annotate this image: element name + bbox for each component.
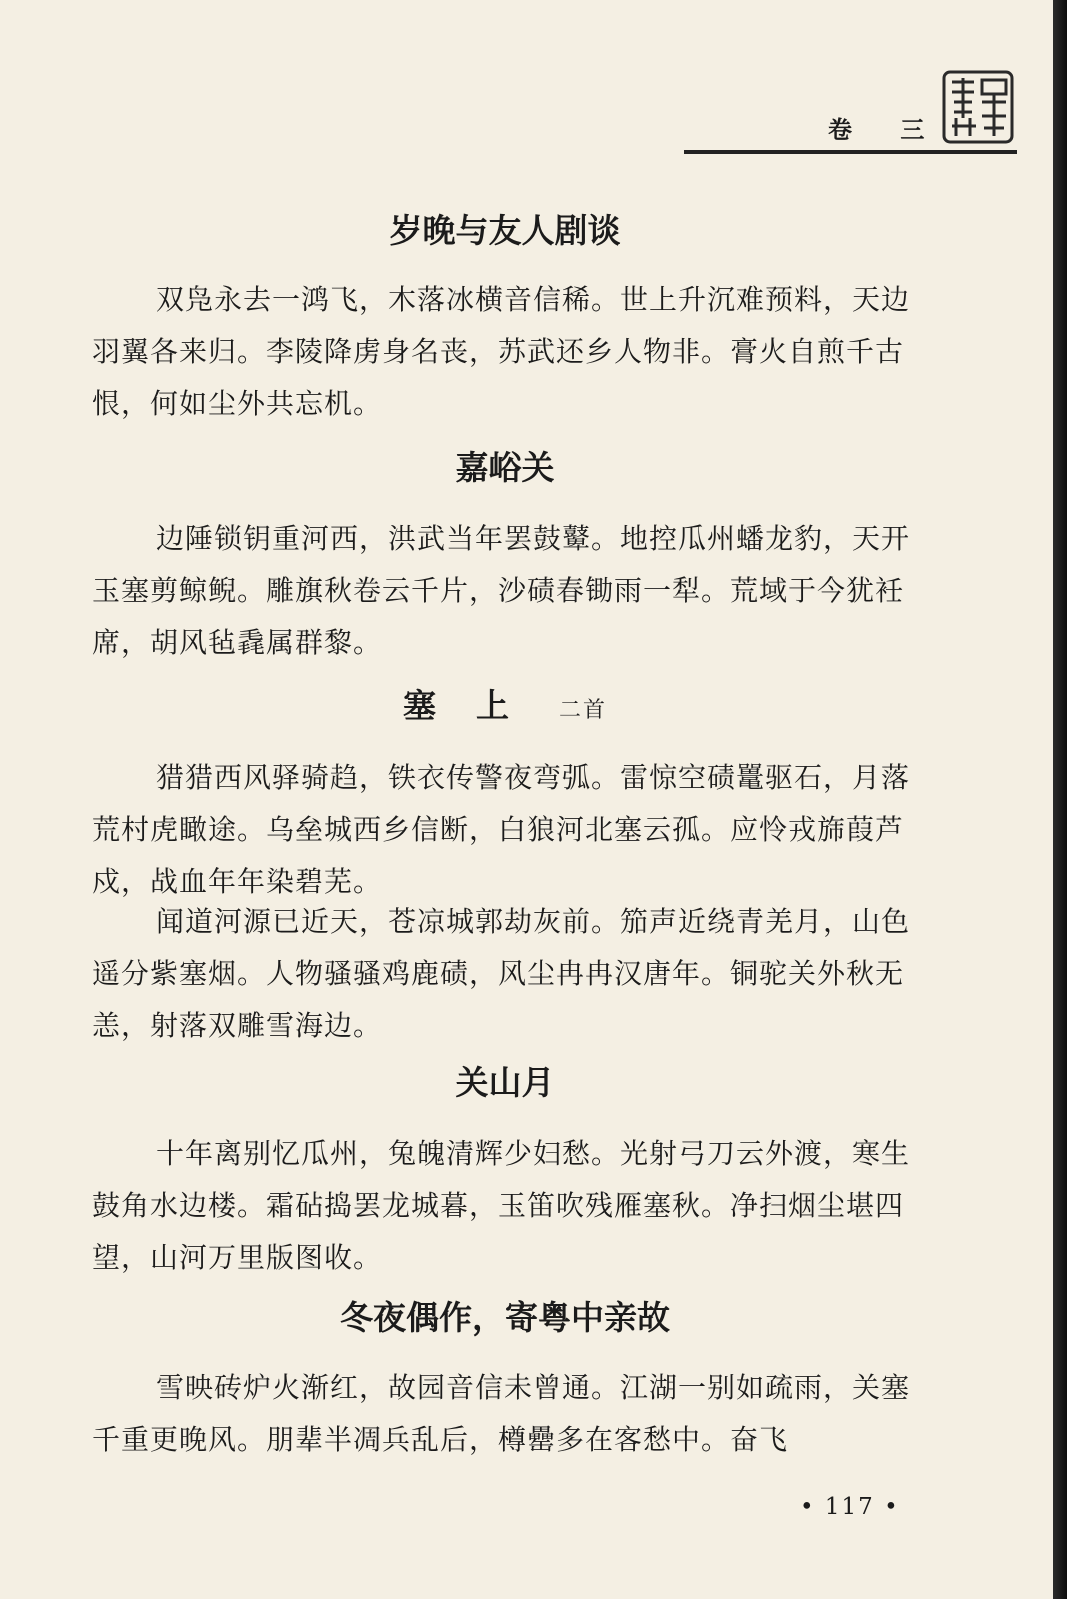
poem-body (92, 274, 922, 430)
poem-text: 边陲锁钥重河西，洪武当年罢鼓鼙。地控瓜州蟠龙豹，天开玉塞剪鲸鲵。雕旗秋卷云千片，沙碛春锄雨一犁。荒域于今犹衽席，胡风毡毳属群黎。 (92, 522, 911, 659)
poem-body (92, 513, 922, 669)
poem-text: 雪映砖炉火渐红，故园音信未曾通。江湖一别如疏雨，关塞千重更晚风。朋辈半凋兵乱后，樽罍多在客愁中。奋飞 (92, 1371, 911, 1456)
poem-body (92, 752, 922, 908)
header-rule (684, 150, 1017, 154)
poem-text: 双凫永去一鸿飞，木落冰横音信稀。世上升沉难预料，天边羽翼各来归。李陵降虏身名丧，苏武还乡人物非。膏火自煎千古恨，何如尘外共忘机。 (92, 283, 911, 420)
seal-stamp-icon (942, 70, 1014, 144)
poem-body (92, 896, 922, 1052)
poem-text: 十年离别忆瓜州，兔魄清辉少妇愁。光射弓刀云外渡，寒生鼓角水边楼。霜砧捣罢龙城暮，玉笛吹残雁塞秋。净扫烟尘堪四望，山河万里版图收。 (92, 1137, 911, 1274)
section-header: 卷 三 (828, 115, 945, 144)
poem-text: 闻道河源已近天，苍凉城郭劫灰前。笳声近绕青羌月，山色遥分紫塞烟。人物骚骚鸡鹿碛，风尘冉冉汉唐年。铜驼关外秋无恙，射落双雕雪海边。 (92, 905, 911, 1042)
poem-body (92, 1362, 922, 1466)
poem-text: 猎猎西风驿骑趋，铁衣传警夜弯弧。雷惊空碛鼍驱石，月落荒村虎瞰途。乌垒城西乡信断，白狼河北塞云孤。应怜戎旆葭芦戍，战血年年染碧芜。 (92, 761, 911, 898)
poem-body (92, 1128, 922, 1284)
poem-title: 冬夜偶作，寄粤中亲故 (340, 1298, 670, 1337)
poem-title-with-subtitle (0, 680, 1010, 727)
poem-title: 嘉峪关 (455, 448, 555, 487)
page-edge (1053, 0, 1067, 1599)
poem-title: 关山月 (455, 1063, 555, 1102)
poem-title: 塞上 (402, 686, 549, 725)
page-number: • 117 • (800, 1494, 900, 1520)
poem-title: 岁晚与友人剧谈 (389, 211, 621, 250)
poem-subtitle: 二首 (558, 698, 607, 723)
